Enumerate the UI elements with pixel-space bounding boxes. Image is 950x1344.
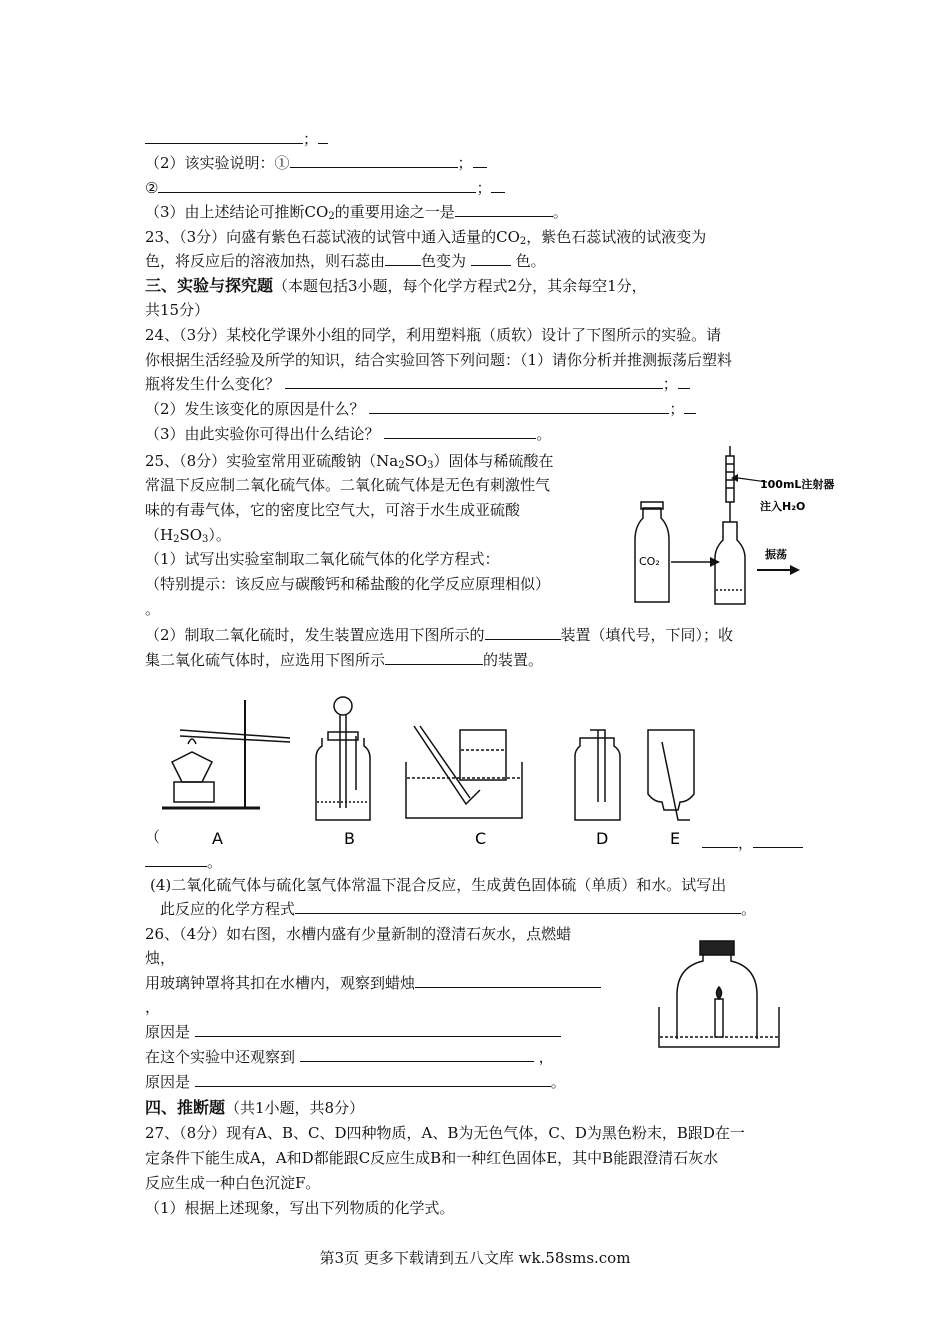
section3-heading: 三、实验与探究题（本题包括3小题，每个化学方程式2分，其余每空1分， (145, 276, 647, 295)
q26-line3: 用玻璃钟罩将其扣在水槽内，观察到蜡烛 (145, 972, 601, 994)
answer-blank[interactable] (384, 423, 536, 439)
q23-line2: 色，将反应后的溶液加热，则石蕊由 色变为 色。 (145, 252, 546, 270)
apparatus-c (406, 726, 522, 818)
q26-line2: 烛， (145, 949, 176, 967)
q24-line5: （3）由此实验你可得出什么结论？ 。 (145, 425, 552, 443)
co2-bottle (635, 502, 669, 602)
q27-line4: （1）根据上述现象，写出下列物质的化学式。 (145, 1199, 455, 1217)
answer-blank[interactable] (385, 649, 483, 665)
answer-blank[interactable] (158, 177, 476, 193)
shake-label: 振荡 (765, 548, 787, 561)
q27-line1: 27、（8分）现有A、B、C、D四种物质，A、B为无色气体，C、D为黑色粉末，B跟D在一 (145, 1124, 745, 1142)
q25-line1: 25、（8分）实验室常用亚硫酸钠$(Na_2SO_3)$固体与稀硫酸在 (145, 452, 554, 471)
q23-line1: 23、（3分）向盛有紫色石蕊试液的试管中通入适量的$CO_2$，紫色石蕊试液的试液变为 (145, 228, 707, 247)
q24-line3: 瓶将发生什么变化？ ； (145, 373, 690, 395)
q27-line2: 定条件下能生成A，A和D都能跟C反应生成B和一种红色固体E，其中B能跟澄清石灰水 (145, 1149, 719, 1167)
q25-blank-cont: 。 (145, 851, 222, 873)
answer-blank[interactable] (195, 1071, 551, 1087)
q24-line2: 你根据生活经验及所学的知识，结合实验回答下列问题：（1）请你分析并推测振荡后塑料 (145, 351, 733, 369)
apparatus-figure (150, 690, 710, 850)
answer-blank[interactable] (485, 624, 561, 640)
answer-blank[interactable] (455, 201, 553, 217)
q26-line4: ， (145, 998, 161, 1016)
label-a: A (212, 829, 223, 848)
co2-label: CO₂ (639, 555, 660, 568)
section3-heading-cont: 共15分） (145, 301, 210, 319)
answer-blank[interactable] (145, 851, 207, 867)
q25-line9: 集二氧化硫气体时，应选用下图所示 的装置。 (145, 651, 544, 669)
answer-blank[interactable] (295, 898, 741, 914)
syringe-bottle (715, 446, 745, 604)
q22-part3: （3）由上述结论可推断$CO_2$的重要用途之一是 。 (145, 203, 568, 222)
answer-blank[interactable] (415, 972, 601, 988)
q25-paren: （ (145, 828, 161, 846)
q25-part4: (4)二氧化硫气体与硫化氢气体常温下混合反应，生成黄色固体硫（单质）和水。试写出 (150, 876, 727, 894)
q25-part4-cont: 此反应的化学方程式 。 (160, 900, 757, 918)
q25-line8: （2）制取二氧化硫时，发生装置应选用下图所示的 装置（填代号，下同）；收 (145, 626, 734, 644)
answer-blank[interactable] (702, 832, 738, 848)
apparatus-d (575, 730, 620, 820)
answer-blank[interactable] (753, 832, 803, 848)
q26-line1: 26、（4分）如右图，水槽内盛有少量新制的澄清石灰水，点燃蜡 (145, 925, 572, 943)
page-footer: 第3页 更多下载请到五八文库 wk.58sms.com (319, 1249, 631, 1267)
answer-blank[interactable] (145, 128, 303, 144)
answer-blank[interactable] (471, 250, 511, 266)
stopper (700, 941, 734, 955)
answer-blank[interactable] (285, 373, 663, 389)
q24-line4: （2）发生该变化的原因是什么？ ； (145, 398, 696, 420)
answer-blank[interactable] (385, 250, 421, 266)
q26-line5: 原因是 (145, 1021, 561, 1043)
q25-line4: $(H_2SO_3)$。 (145, 526, 231, 545)
label-c: C (475, 829, 487, 848)
section4-heading: 四、推断题（共1小题，共8分） (145, 1098, 365, 1117)
flame-icon (717, 987, 722, 999)
syringe-label: 100mL注射器 (760, 478, 835, 491)
q25-line3: 味的有毒气体，它的密度比空气大，可溶于水生成亚硫酸 (145, 501, 521, 519)
answer-blank[interactable] (369, 398, 669, 414)
label-b: B (344, 829, 355, 848)
co2-bottle-figure (625, 440, 835, 610)
q27-line3: 反应生成一种白色沉淀F。 (145, 1174, 321, 1192)
blank-line-top: ； (145, 128, 328, 150)
q25-blanks-right: ， (702, 832, 803, 854)
q25-line7: 。 (145, 600, 161, 618)
answer-blank[interactable] (195, 1021, 561, 1037)
q26-line7: 原因是 。 (145, 1073, 566, 1091)
q25-line6: （特别提示：该反应与碳酸钙和稀盐酸的化学反应原理相似） (145, 575, 551, 593)
answer-blank[interactable] (300, 1046, 534, 1062)
apparatus-a (162, 700, 290, 808)
apparatus-b (316, 697, 370, 820)
candle (715, 999, 723, 1037)
q26-line6: 在这个实验中还观察到 ， (145, 1048, 554, 1066)
apparatus-e (648, 730, 694, 820)
q22-part2-circle2: ② ； (145, 177, 505, 199)
label-e: E (670, 829, 681, 848)
bell-jar-figure (655, 935, 785, 1055)
inject-water-label: 注入H₂O (760, 500, 806, 513)
q22-part2: （2）该实验说明：① ； (145, 152, 487, 174)
label-d: D (596, 829, 609, 848)
q25-line2: 常温下反应制二氧化硫气体。二氧化硫气体是无色有刺激性气 (145, 476, 551, 494)
q25-line5: （1）试写出实验室制取二氧化硫气体的化学方程式： (145, 550, 500, 568)
q24-line1: 24、（3分）某校化学课外小组的同学，利用塑料瓶（质软）设计了下图所示的实验。请 (145, 326, 722, 344)
answer-blank[interactable] (290, 152, 458, 168)
